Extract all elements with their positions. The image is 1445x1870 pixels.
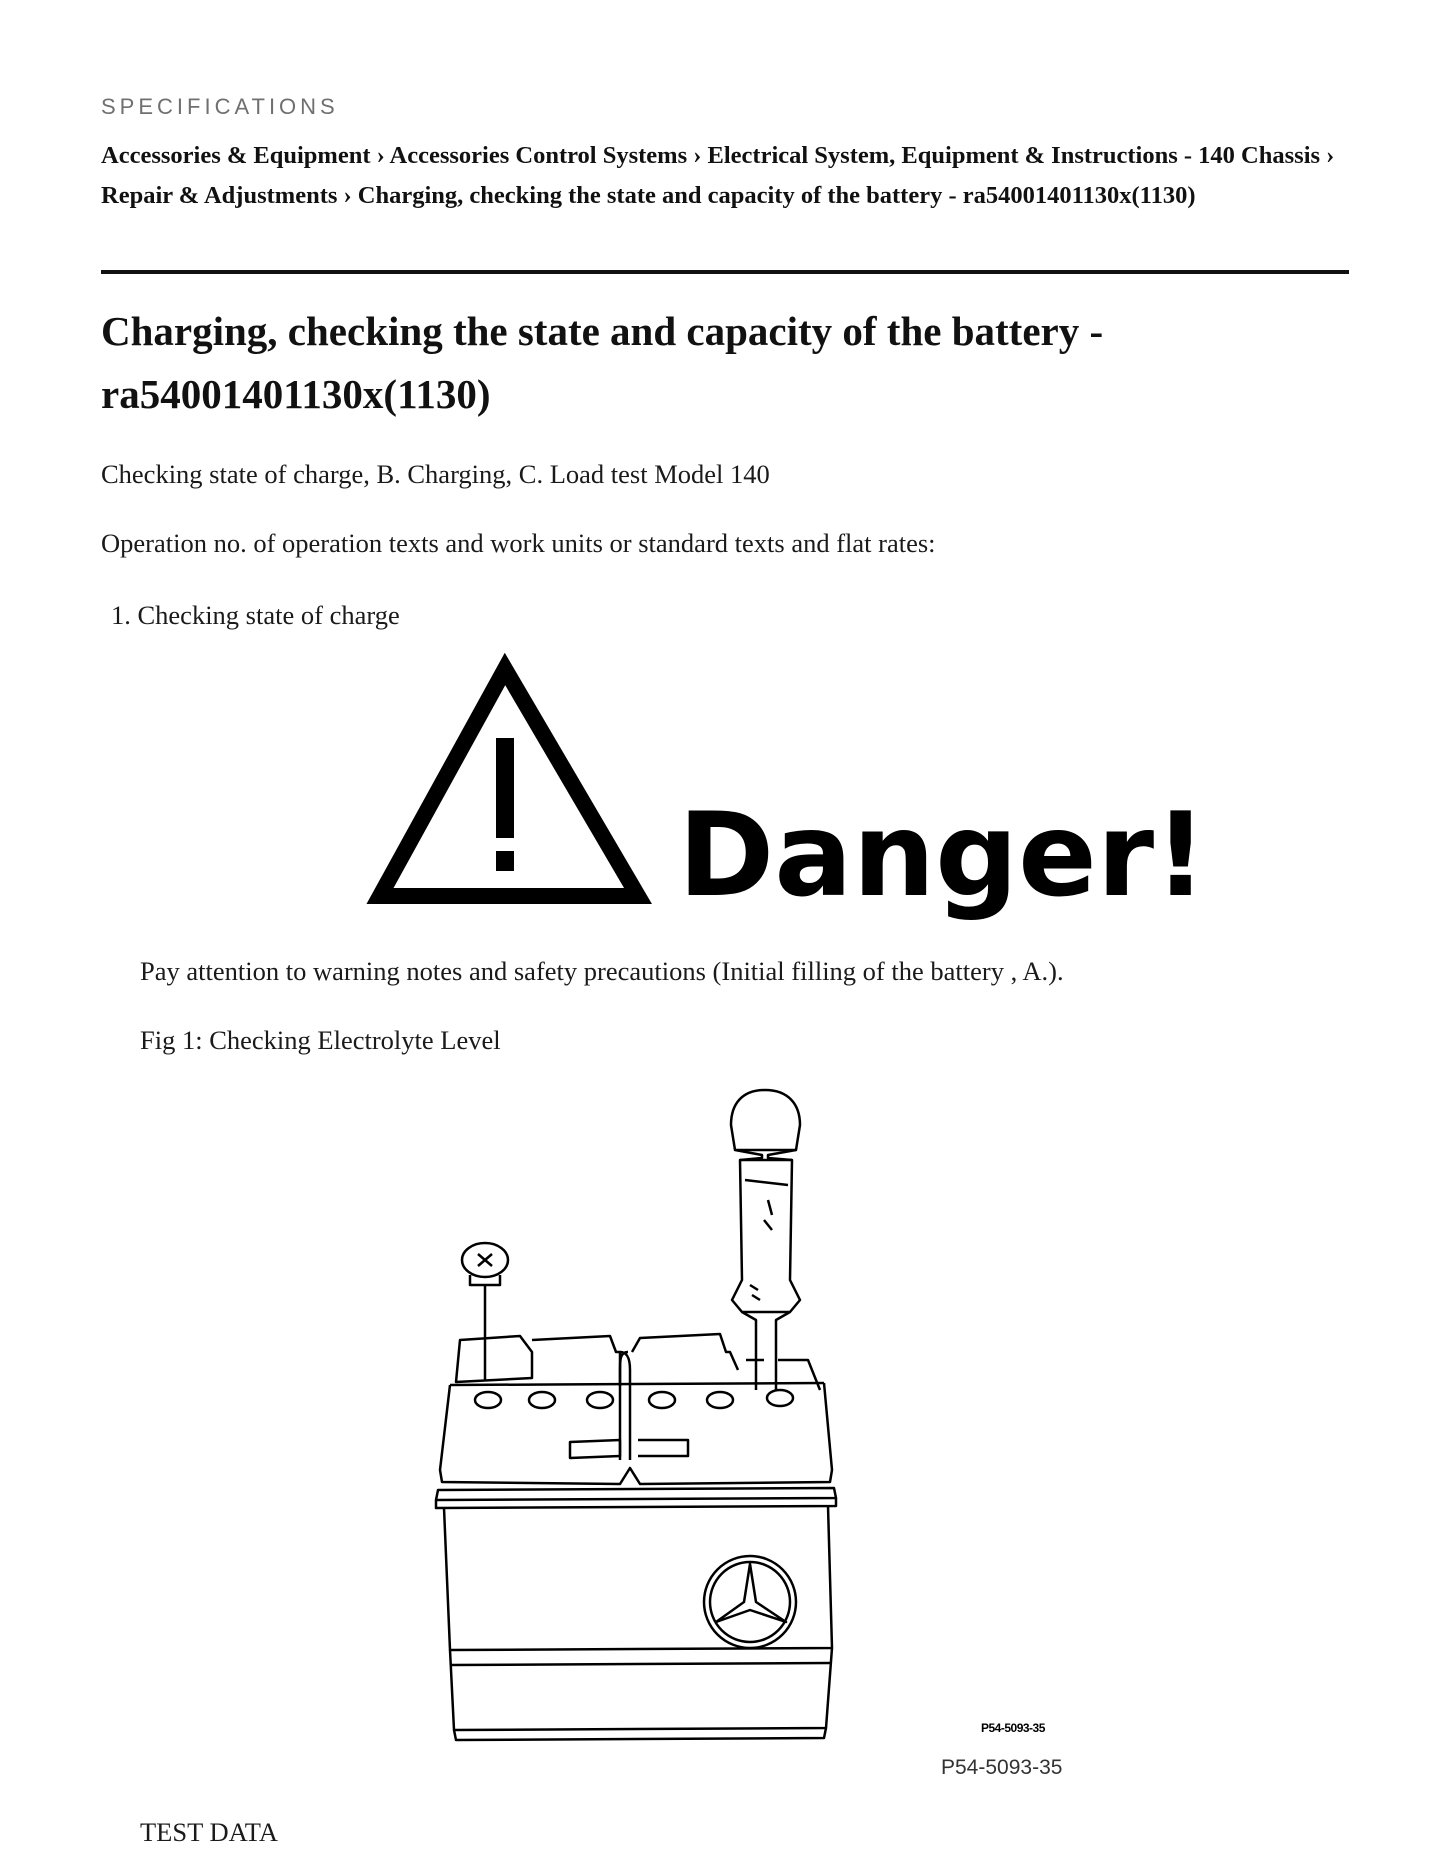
list-item — [111, 597, 400, 633]
list-item-text: Checking state of charge — [137, 600, 400, 630]
vent-plug-icon — [462, 1243, 508, 1380]
figure-code: P54-5093-35 — [941, 1756, 1063, 1779]
intro-text: Checking state of charge, B. Charging, C. Load test Model 140 — [101, 459, 770, 489]
star-emblem-icon — [704, 1556, 796, 1648]
section-label: SPECIFICATIONS — [101, 94, 339, 119]
section-heading-test-data: TEST DATA — [140, 1817, 278, 1847]
operation-note: Operation no. of operation texts and work units or standard texts and flat rates: — [101, 528, 936, 558]
warning-text: Pay attention to warning notes and safety precautions (Initial filling of the battery , A.). — [140, 956, 1064, 986]
battery-figure — [420, 1090, 1080, 1790]
danger-graphic — [378, 665, 1207, 935]
breadcrumb: Accessories & Equipment › Accessories Control Systems › Electrical System, Equipment & Instructions - 140 Chassis › Repair & Adjustments › Charging, checking the state and capacity of the battery - ra54001401130x(1130) — [101, 142, 1335, 209]
figure-code-small: P54-5093-35 — [981, 1721, 1045, 1735]
list-item-number: 1. — [111, 600, 131, 630]
figure-caption: Fig 1: Checking Electrolyte Level — [140, 1025, 501, 1055]
header-divider — [101, 270, 1349, 274]
hydrometer-icon — [731, 1090, 800, 1390]
danger-text: Danger! — [678, 788, 1207, 923]
warning-triangle-icon — [380, 669, 638, 896]
page-title: Charging, checking the state and capacity of the battery - ra54001401130x(1130) — [101, 308, 1104, 417]
battery-body — [436, 1334, 836, 1740]
